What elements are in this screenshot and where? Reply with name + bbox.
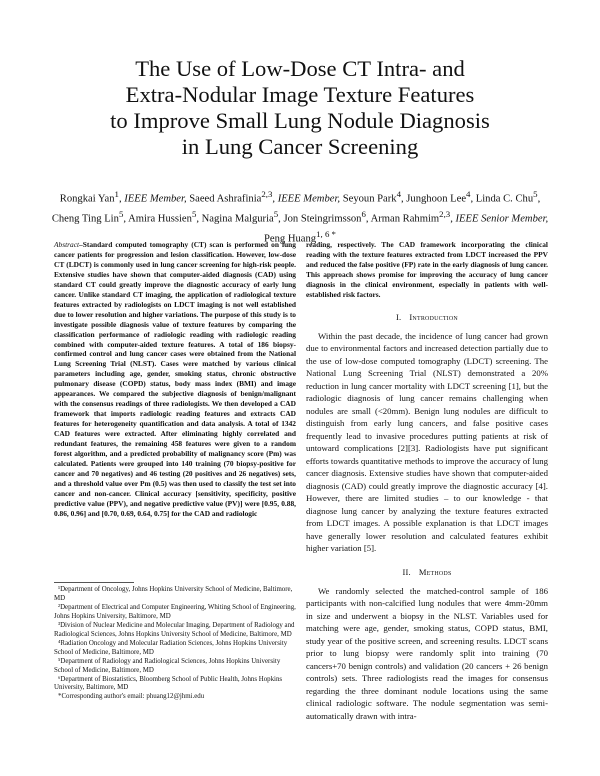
author-membership: IEEE Member, (277, 193, 341, 205)
footnote: ⁶Department of Biostatistics, Bloomberg School of Public Health, Johns Hopkins University, Baltimore, MD (54, 675, 283, 692)
author-membership: IEEE Member, (124, 193, 187, 205)
author-affiliation: 1 (114, 189, 119, 199)
abstract (54, 240, 296, 519)
author-affiliation: 2,3 (261, 189, 273, 199)
right-column (306, 240, 548, 722)
footnote: ²Department of Electrical and Computer Engineering, Whiting School of Engineering, Johns Hopkins University, Baltimore, MD (54, 603, 296, 620)
author-affiliation: 5 (533, 189, 538, 199)
author-name: Jon Steingrimsson (283, 213, 362, 225)
section-heading-introduction (306, 312, 548, 323)
affiliation-footnotes (54, 586, 296, 702)
footnote: ⁴Radiation Oncology and Molecular Radiation Sciences, Johns Hopkins University School of Medicine, Baltimore, MD (54, 639, 288, 656)
section-title: Methods (418, 566, 452, 577)
footnote: ¹Department of Oncology, Johns Hopkins University School of Medicine, Baltimore, MD (54, 586, 293, 602)
title-line: Extra-Nodular Image Texture Features (125, 82, 475, 107)
author-list (30, 187, 570, 247)
author-affiliation: 1, 6 * (316, 228, 336, 239)
title-line: The Use of Low-Dose CT Intra- and (135, 56, 465, 81)
author-name: Cheng Ting Lin (51, 213, 119, 225)
author-name: Arman Rahmim (370, 213, 440, 225)
title-line: in Lung Cancer Screening (181, 134, 419, 159)
title-line: to Improve Small Lung Nodule Diagnosis (110, 108, 490, 133)
abstract-dash: – (79, 240, 83, 249)
section-heading-methods (306, 567, 548, 578)
section-title: Introduction (409, 311, 458, 322)
footnote: ³Division of Nuclear Medicine and Molecular Imaging, Department of Radiology and Radiological Sciences, Johns Hopkins University School of Medicine, Baltimore, MD (54, 621, 295, 638)
author-affiliation: 4 (466, 189, 471, 199)
author-name: Junghoon Lee (406, 193, 467, 205)
introduction-paragraph: Within the past decade, the incidence of lung cancer had grown due to environmental factors and increased detection partially due to the use of low-dose computed tomography (LDCT) screening. The National Lung Screening Trial (NLST) demonstrated a 20% reduction in lung cancer mortality with LDCT screening [1], but the radiologic diagnosis of lung cancer remains challenging when nodules are small (<20mm). Benign lung nodules are difficult to distinguish from early lung cancers, and false positive cases frequently lead to invasive procedures putting patients at risk of untoward complications [2][3]. Radiologists have put significant efforts towards quantitative methods to improve the accuracy of lung cancer diagnosis. Extensive studies have shown that computer-aided diagnosis (CAD) could greatly improve the diagnostic accuracy [4]. However, there are limited studies – to our knowledge - that diagnose lung cancer by analyzing the texture features extracted from LDCT images. A possible explanation is that LDCT images have generally lower resolution and calculated features exhibit higher variation [5]. (306, 330, 548, 554)
section-number: I. (396, 311, 402, 322)
abstract-text: Standard computed tomography (CT) scan is performed on lung cancer patients for progression and lesion classification. However, low-dose CT (LDCT) is commonly used in lung cancer screening for high-risk people. Extensive studies have shown that computer-aided diagnosis (CAD) using standard CT could greatly improve the diagnostic accuracy of early lung cancer. Unlike standard CT imaging, the application of radiological texture features extracted by radiologists on LDCT imaging is not well established due to lower resolution and higher variations. The purpose of this study is to investigate possible diagnosis value of texture features by comparing the classification performance of radiologic reading with radiologic reading combined with computer-aided texture features. A total of 186 biopsy-confirmed control and lung cancer cases were obtained from the National Lung Screening Trial (NLST). Cases were matched by various clinical parameters including age, gender, smoking status, chronic obstructive pulmonary disease (COPD) status, body mass index (BMI) and image appearances. We compared the subjective diagnosis of benign/malignant with the consensus readings of three radiologists. We then developed a CAD framework that imports radiologic reading features and extracts CAD features for heterogeneity quantification and data analysis. A total of 1342 CAD features were extracted. After eliminating highly correlated and redundant features, the remaining 458 features were given to a random forest algorithm, and a predicted probability of malignancy score (Pm) was calculated. Patients were grouped into 140 training (70 biopsy-positive for cancer and 70 negatives) and 46 testing (20 positives and 26 negatives) sets, and a threshold value over Pm (0.5) was then used to classify the test set into cancer and non-cancer. Clinical accuracy [sensitivity, specificity, positive predictive value (PPV), and negative predictive value (PV)] were [0.95, 0.88, 0.86, 0.96] and [0.70, 0.69, 0.64, 0.75] for the CAD and radiologic (54, 240, 296, 518)
author-name: Rongkai Yan (59, 193, 115, 205)
paper-title (40, 56, 560, 160)
methods-paragraph: We randomly selected the matched-control sample of 186 participants with non-calcified lung nodules that were 4mm-20mm in size and underwent a biopsy in the NLST. Variables used for matching were age, gender, smoking status, COPD status, BMI, study year of the positive screen, and screening results. LDCT scans prior to lung biopsy were randomly split into training (70 cancers+70 benign controls) and validation (20 cancers + 26 benign controls) sets. Three radiologists read the images for consensus regarding the three dominant nodule locations using the same clinical radiologic software. The nodule segmentation was semi-automatically drawn with intra- (306, 585, 548, 721)
author-line: Rongkai Yan$^1$, IEEE Member, Saeed Ashrafinia$^{2,3}$, IEEE Member, Seyoun Park$^4$, Junghoon Lee$^4$, Linda C. Chu$^5$, (59, 189, 541, 205)
author-affiliation: 2,3 (439, 208, 451, 219)
section-number: II. (402, 566, 411, 577)
author-name: Peng Huang (264, 233, 317, 245)
abstract-label: Abstract (54, 240, 80, 249)
author-line: Cheng Ting Lin$^5$, Amira Hussien$^5$, Nagina Malguria$^5$, Jon Steingrimsson$^6$, Arman Rahmim$^{2,3}$, IEEE Senior Member, (51, 208, 549, 225)
footnote: ⁵Department of Radiology and Radiological Sciences, Johns Hopkins University School of Medicine, Baltimore, MD (54, 657, 281, 674)
author-affiliation: 5 (191, 208, 197, 219)
author-name: Seyoun Park (342, 193, 397, 205)
author-affiliation: 4 (396, 189, 401, 199)
author-affiliation: 5 (273, 208, 279, 219)
author-name: Saeed Ashrafinia (189, 193, 262, 205)
author-name: Linda C. Chu (475, 193, 534, 205)
footnote-rule (54, 582, 134, 583)
author-affiliation: 6 (361, 208, 366, 219)
abstract-continuation: reading, respectively. The CAD framework incorporating the clinical reading with the texture features extracted from LDCT increased the PPV and reduced the false positive (FP) rate in the early diagnosis of lung cancer. This approach shows promise for improving the accuracy of lung cancer diagnosis in the clinical environment, especially in patients with well-established risk factors. (306, 240, 548, 299)
author-membership: IEEE Senior Member, (455, 213, 549, 225)
footnote: *Corresponding author's email: phuang12@jhmi.edu (58, 693, 205, 701)
author-name: Amira Hussien (128, 213, 192, 225)
left-column (54, 240, 296, 519)
author-name: Nagina Malguria (201, 213, 274, 225)
author-affiliation: 5 (118, 208, 124, 219)
